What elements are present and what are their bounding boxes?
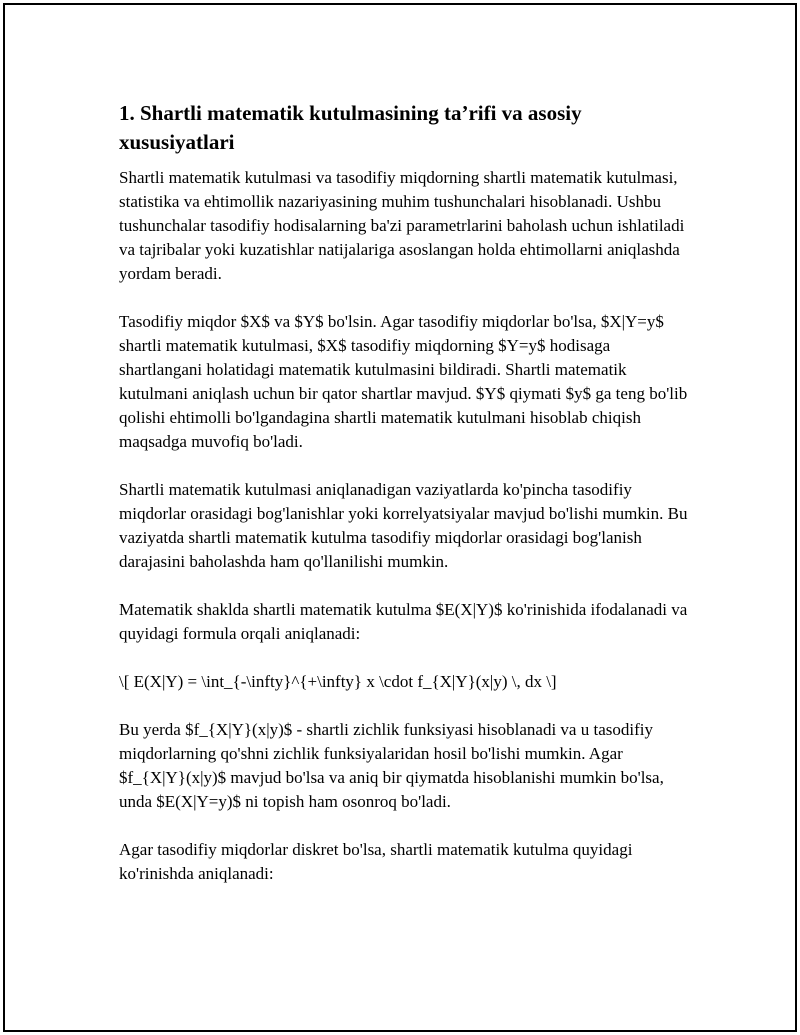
paragraph-density: Bu yerda $f_{X|Y}(x|y)$ - shartli zichlik funksiyasi hisoblanadi va u tasodifiy miqdorlarning qo'shni zichlik funksiyalaridan hosil bo'lishi mumkin. Agar $f_{X|Y}(x|y)$ mavjud bo'lsa va aniq bir qiymatda hisoblanishi mumkin bo'lsa, unda $E(X|Y=y)$ ni topish ham osonroq bo'ladi.	[119, 720, 664, 811]
formula-line: \[ E(X|Y) = \int_{-\infty}^{+\infty} x \cdot f_{X|Y}(x|y) \, dx \]	[119, 672, 557, 691]
paragraph-formula-intro: Matematik shaklda shartli matematik kutulma $E(X|Y)$ ko'rinishida ifodalanadi va quyidagi formula orqali aniqlanadi:	[119, 600, 688, 643]
paragraph-intro: Shartli matematik kutulmasi va tasodifiy miqdorning shartli matematik kutulmasi, statistika va ehtimollik nazariyasining muhim tushunchalari hisoblanadi. Ushbu tushunchalar tasodifiy hodisalarning ba'zi parametrlarini baholash uchun ishlatiladi va tajribalar yoki kuzatishlar natijalariga asoslangan holda ehtimollarni aniqlashda yordam beradi.	[119, 168, 685, 283]
page-border	[3, 3, 797, 1032]
section-heading: 1. Shartli matematik kutulmasining ta’rifi va asosiy xususiyatlari	[119, 101, 582, 154]
paragraph-discrete: Agar tasodifiy miqdorlar diskret bo'lsa, shartli matematik kutulma quyidagi ko'rinishda aniqlanadi:	[119, 840, 633, 883]
document-body	[119, 99, 691, 910]
paragraph-correlation: Shartli matematik kutulmasi aniqlanadigan vaziyatlarda ko'pincha tasodifiy miqdorlar orasidagi bog'lanishlar yoki korrelyatsiyalar mavjud bo'lishi mumkin. Bu vaziyatda shartli matematik kutulma tasodifiy miqdorlar orasidagi bog'lanish darajasini baholashda ham qo'llanilishi mumkin.	[119, 480, 688, 571]
paragraph-definition: Tasodifiy miqdor $X$ va $Y$ bo'lsin. Agar tasodifiy miqdorlar bo'lsa, $X|Y=y$ shartli matematik kutulmasi, $X$ tasodifiy miqdorning $Y=y$ hodisaga shartlangani holatidagi matematik kutulmasini bildiradi. Shartli matematik kutulmani aniqlash uchun bir qator shartlar mavjud. $Y$ qiymati $y$ ga teng bo'lib qolishi ehtimolli bo'lgandagina shartli matematik kutulmani hisoblab chiqish maqsadga muvofiq bo'ladi.	[119, 312, 688, 451]
